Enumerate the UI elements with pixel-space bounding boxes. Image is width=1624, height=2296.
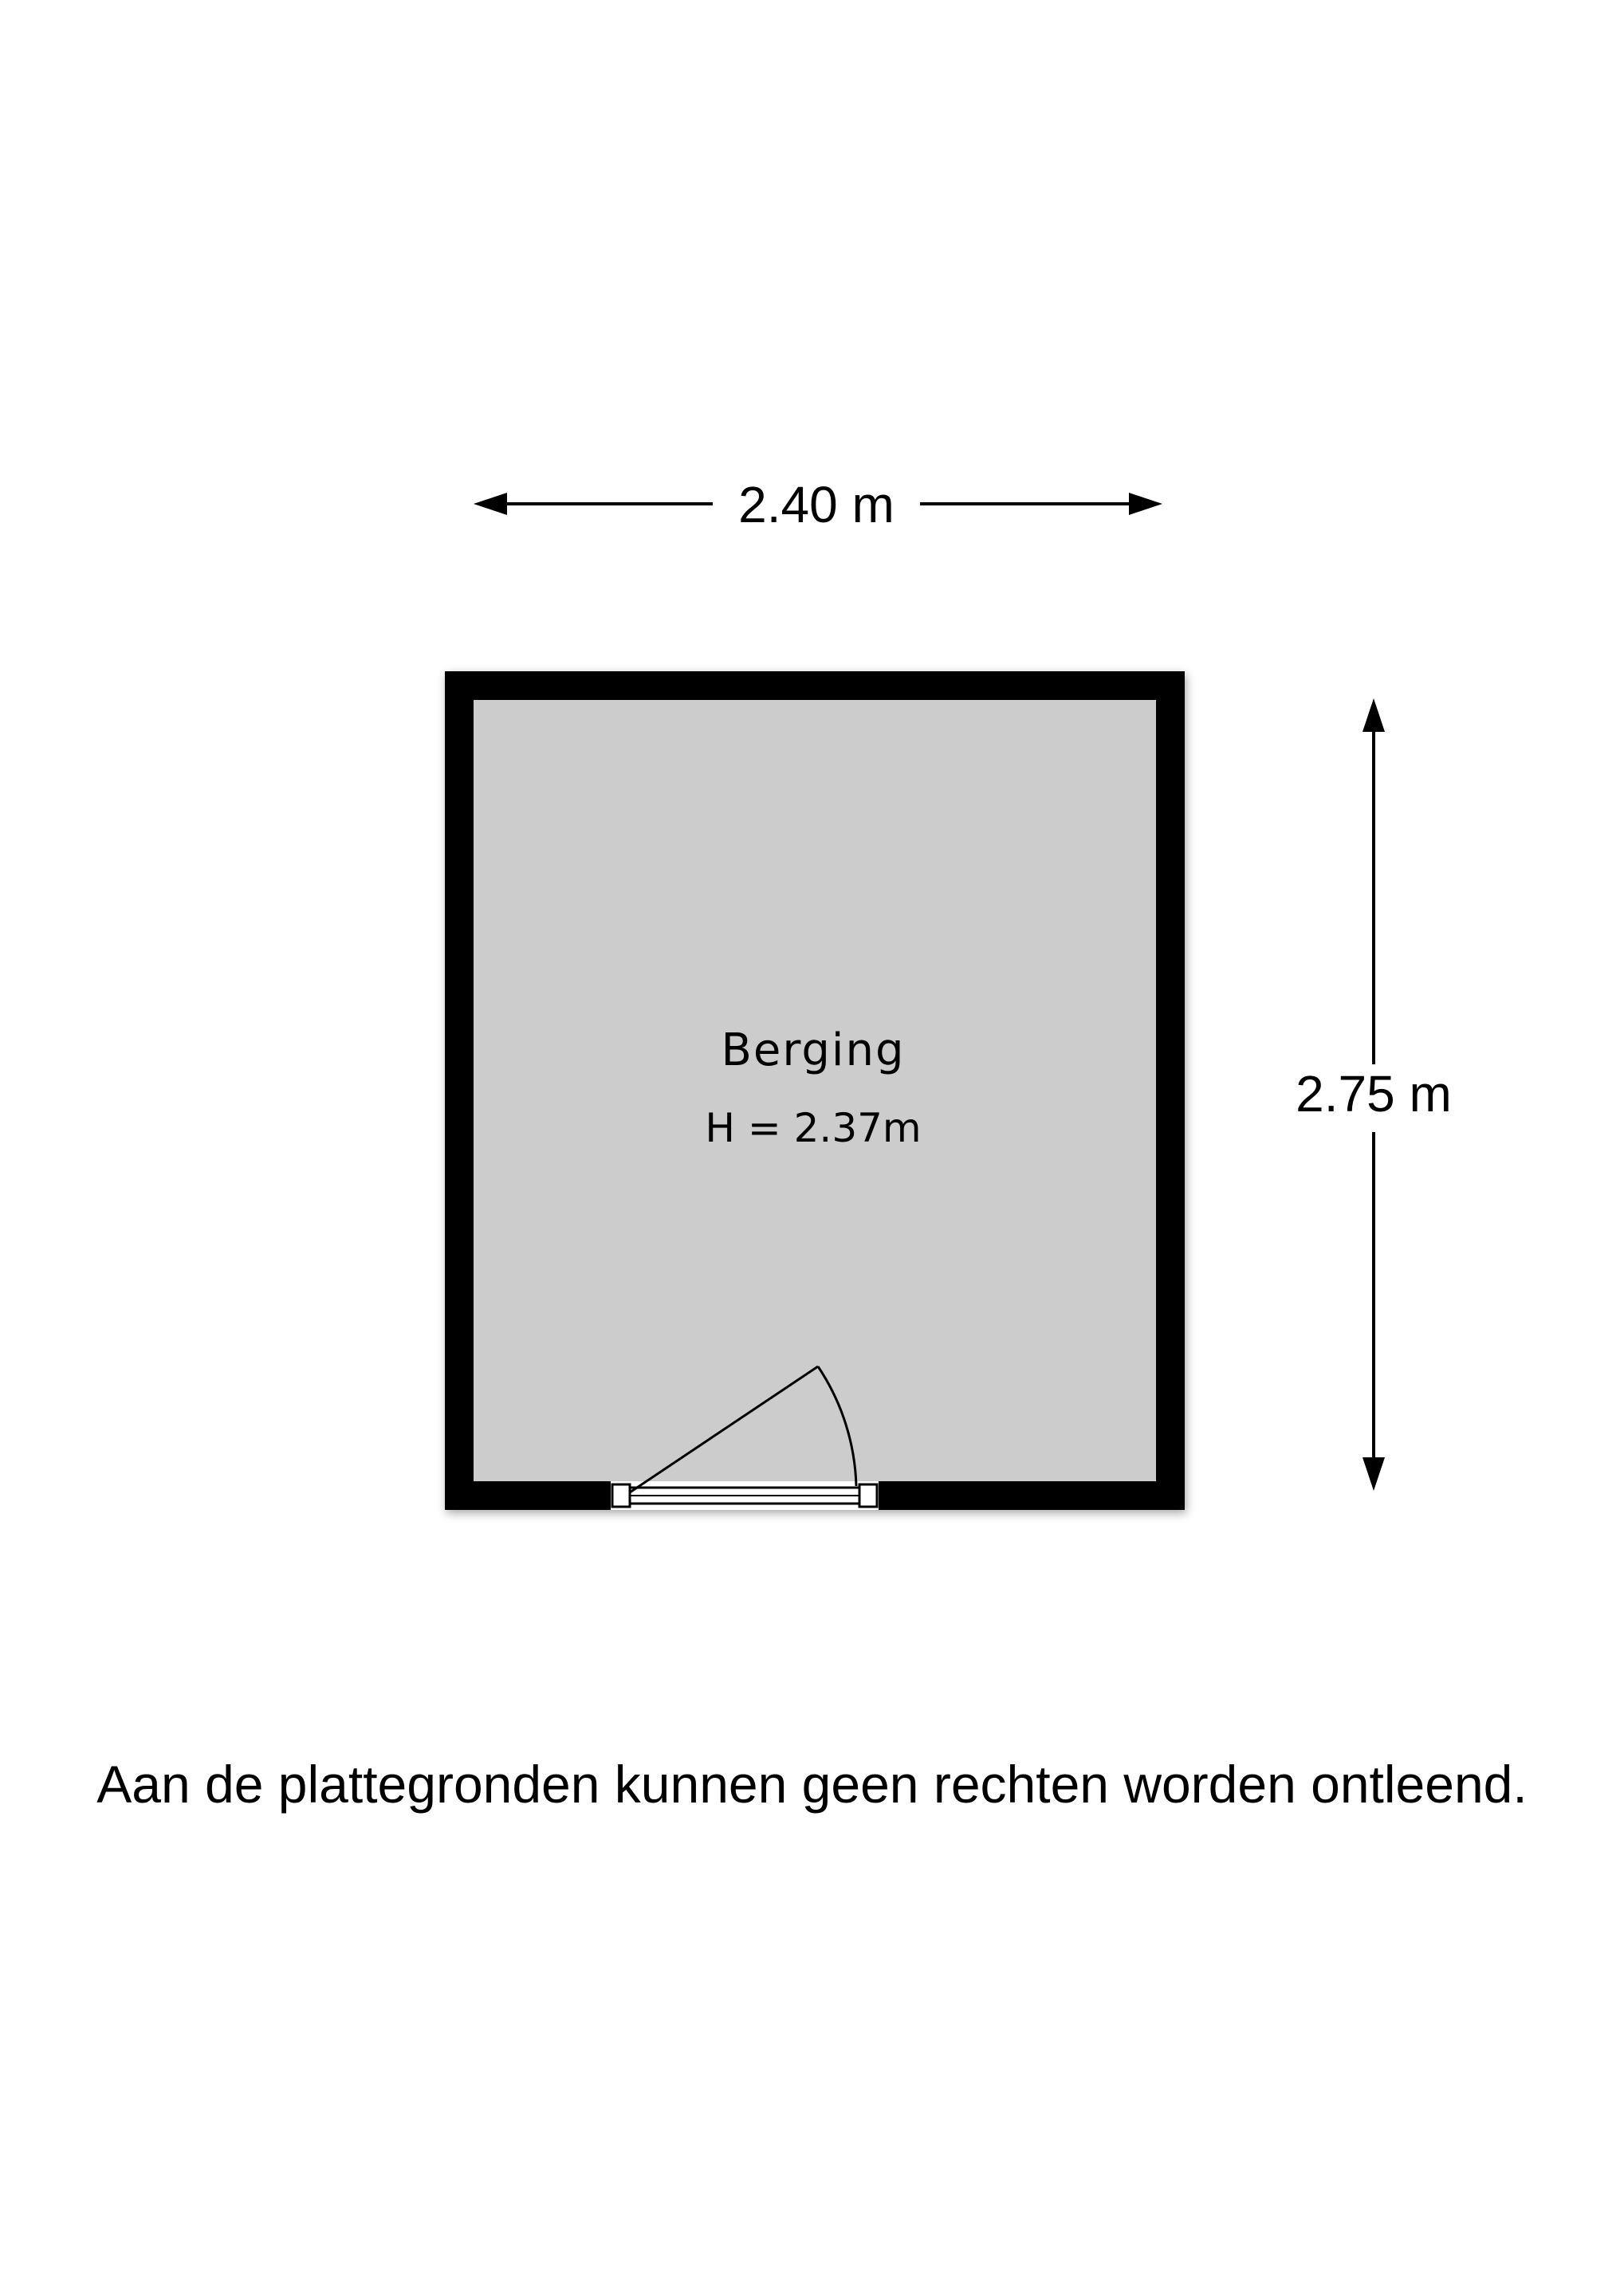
room-berging <box>445 671 1185 1510</box>
arrow-left-icon <box>474 493 507 515</box>
room-floor <box>474 700 1156 1481</box>
depth-dimension-label: 2.75 m <box>1296 1065 1452 1122</box>
disclaimer-text: Aan de plattegronden kunnen geen rechten worden ontleend. <box>96 1755 1528 1814</box>
width-dimension-label: 2.40 m <box>738 476 895 533</box>
door-jamb-right <box>859 1484 877 1507</box>
depth-dimension <box>1296 698 1452 1491</box>
arrow-down-icon <box>1363 1457 1385 1491</box>
room-name-label: Berging <box>721 1024 906 1076</box>
arrow-right-icon <box>1129 493 1162 515</box>
arrow-up-icon <box>1363 698 1385 732</box>
width-dimension <box>474 476 1162 533</box>
room-height-label: H = 2.37m <box>705 1105 922 1151</box>
door-jamb-left <box>612 1484 630 1507</box>
